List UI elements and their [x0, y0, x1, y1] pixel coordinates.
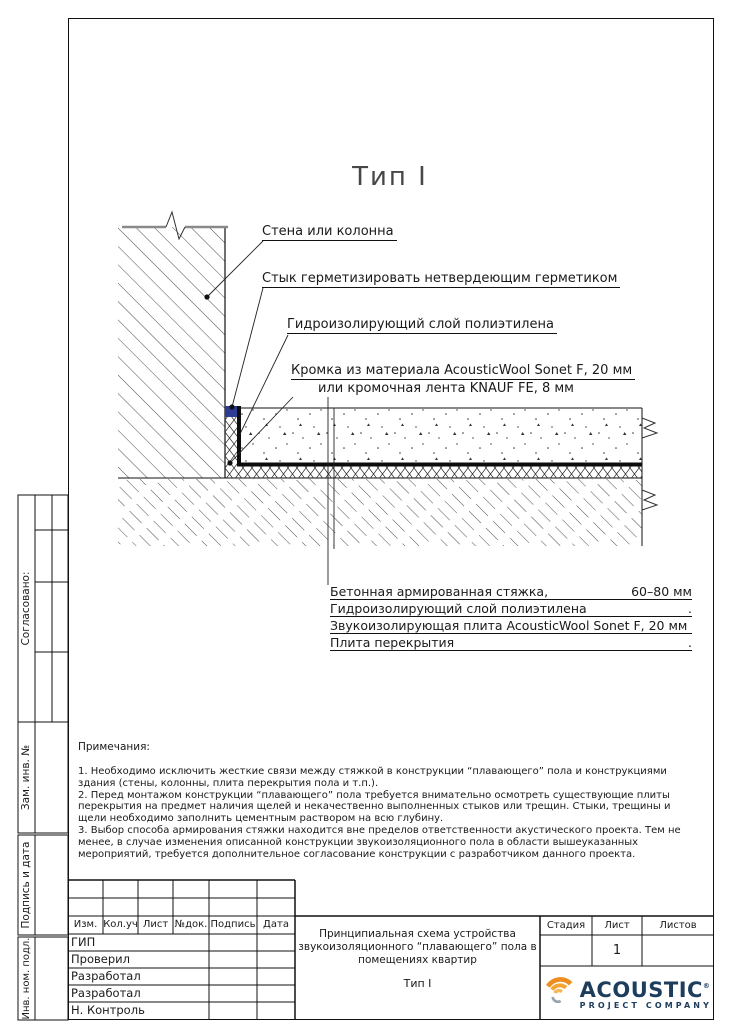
- sidebar-label-inv-num: Инв. ном. подл.: [21, 937, 32, 1020]
- stamp-row-razrabotal2: Разработал: [71, 986, 141, 1000]
- edge-strip: [225, 417, 237, 478]
- screed-fill: [241, 409, 642, 462]
- company-logo: [544, 968, 712, 1018]
- callout-edge-line2: или кромочная лента KNAUF FE, 8 мм: [318, 381, 574, 396]
- type-label: Тип I: [403, 977, 432, 990]
- logo-brand: ACOUSTIC: [579, 978, 703, 1002]
- callout-hydro: Гидроизолирующий слой полиэтилена: [287, 317, 557, 334]
- note-item: 2. Перед монтажом конструкции “плавающего” пола требуется внимательно осмотреть существующие плиты перекрытия на предмет наличия щелей и некачественно выполненных стыков или трещин. Стыки, трещины и щели необходимо заполнить цементным раствором на всю глубину.: [78, 789, 671, 825]
- layer-value: 60–80 мм: [631, 584, 692, 599]
- sidebar-label-sign-date: Подпись и дата: [20, 841, 32, 929]
- notes-heading: Примечания:: [78, 741, 150, 753]
- sheet-number: 1: [612, 943, 622, 958]
- wall-hatch: [118, 227, 225, 478]
- callout-edge-line1: Кромка из материала AcousticWool Sonet F, 20 мм: [291, 363, 635, 380]
- notes-list: [78, 766, 696, 860]
- wool-layer: [237, 466, 642, 478]
- stamp-col-dok: №док.: [174, 919, 208, 930]
- stamp-sheets-label: Листов: [659, 920, 697, 931]
- document-title-line: помещениях квартир: [358, 954, 477, 966]
- document-title-line: звукоизоляционного “плавающего” пола в: [298, 941, 537, 953]
- logo-subtitle: PROJECT COMPANY: [579, 1001, 712, 1010]
- soundwave-icon: [544, 969, 575, 1017]
- stamp-row-razrabotal: Разработал: [71, 969, 141, 983]
- sidebar-label-zam-inv: Зам. инв. №: [20, 744, 32, 811]
- slab-break-icon: [642, 490, 657, 510]
- note-item: 1. Необходимо исключить жесткие связи между стяжкой в конструкции “плавающего” пола и конструкциями здания (стены, колонны, плита перекрытия пола и т.п.).: [78, 766, 667, 789]
- stamp-stage-label: Стадия: [546, 920, 586, 931]
- logo-text: [580, 976, 712, 1010]
- layer-value: .: [688, 635, 692, 650]
- stamp-sheet-label: Лист: [604, 920, 630, 931]
- stamp-row-proveril: Проверил: [71, 952, 130, 966]
- document-title: [295, 928, 540, 967]
- callout-wall: Стена или колонна: [262, 224, 397, 241]
- layer-row-screed: [330, 583, 692, 600]
- layer-row-hydro: [330, 600, 692, 617]
- layer-row-slab: [330, 634, 692, 651]
- layer-label: Звукоизолирующая плита AcousticWool Sonet F, 20 мм: [330, 618, 688, 633]
- layer-label: Гидроизолирующий слой полиэтилена: [330, 601, 587, 616]
- stamp-col-izm: Изм.: [73, 919, 98, 930]
- stamp-col-data: Дата: [263, 919, 289, 930]
- note-item: 3. Выбор способа армирования стяжки находится вне пределов ответственности акустического проекта. Тем не менее, в случае изменения описанной конструкции звукоизоляционного пола в области вышеуказанных мероприятий, требуется дополнительное согласование конструкции с разработчиком данного проекта.: [78, 824, 681, 860]
- layer-value: .: [688, 601, 692, 616]
- stamp-col-podpis: Подпись: [210, 919, 256, 930]
- stamp-col-list: Лист: [142, 919, 169, 930]
- document-title-line: Принципиальная схема устройства: [319, 928, 516, 940]
- stamp-row-gip: ГИП: [71, 935, 96, 949]
- layer-label: Плита перекрытия: [330, 635, 455, 650]
- slab-hatch: [118, 479, 642, 546]
- callout-joint: Стык герметизировать нетвердеющим герметиком: [262, 271, 620, 288]
- layer-row-wool: [330, 617, 692, 634]
- stamp-col-koluch: Кол.уч: [103, 919, 138, 930]
- stamp-row-nkontrol: Н. Контроль: [71, 1003, 145, 1017]
- sidebar-label-agreed: Согласовано:: [20, 571, 32, 646]
- layer-label-table: [330, 583, 692, 651]
- screed-break-icon: [642, 418, 657, 438]
- page-title: Тип I: [352, 162, 428, 192]
- registered-mark-icon: ®: [702, 982, 711, 990]
- layer-label: Бетонная армированная стяжка,: [330, 584, 549, 599]
